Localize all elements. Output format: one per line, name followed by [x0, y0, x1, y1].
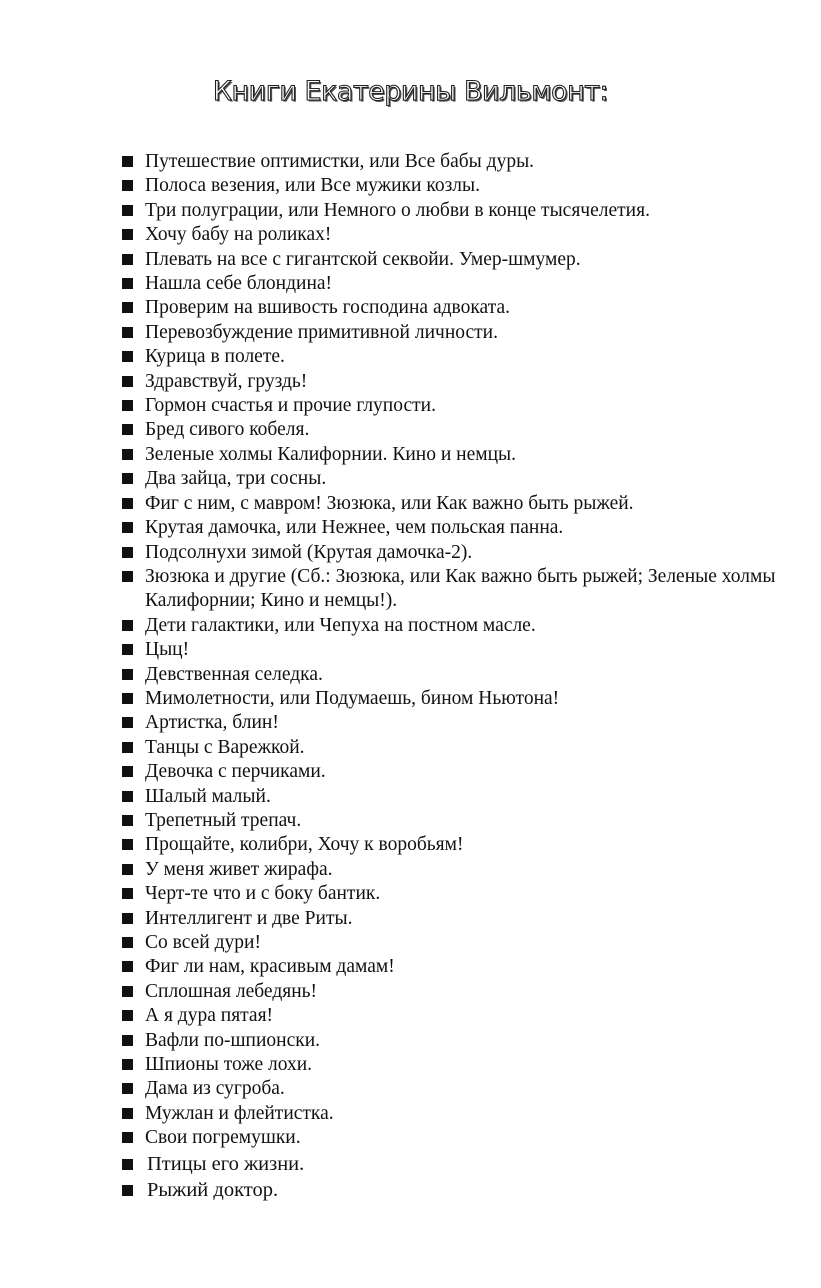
square-bullet-icon — [122, 961, 133, 972]
book-title: Курица в полете. — [145, 346, 285, 368]
list-item — [120, 516, 780, 540]
book-title: Со всей дури! — [145, 932, 261, 953]
list-item — [120, 345, 780, 369]
list-item — [120, 1126, 780, 1150]
square-bullet-icon — [122, 449, 133, 460]
page-title: Книги Екатерины Вильмонт: — [212, 76, 609, 107]
list-item — [120, 199, 780, 223]
list-item — [120, 614, 780, 638]
list-item — [120, 1177, 780, 1203]
book-title: Зюзюка и другие (Сб.: Зюзюка, или Как важно быть рыжей; Зеленые холмы Калифорнии; Кино и немцы!). — [145, 565, 776, 612]
list-item — [120, 638, 780, 662]
square-bullet-icon — [122, 1035, 133, 1046]
list-item — [120, 370, 780, 394]
list-item — [120, 1151, 780, 1177]
list-item — [120, 882, 780, 906]
book-title: Нашла себе блондина! — [145, 273, 333, 295]
list-item — [120, 760, 780, 784]
book-title: Трепетный трепач. — [145, 809, 302, 831]
square-bullet-icon — [122, 571, 133, 582]
square-bullet-icon — [122, 644, 133, 655]
list-item — [120, 931, 780, 955]
book-title: Рыжий доктор. — [147, 1178, 279, 1201]
square-bullet-icon — [122, 669, 133, 680]
book-title: Подсолнухи зимой (Крутая дамочка-2). — [145, 541, 473, 563]
book-title: Черт-те что и с боку бантик. — [145, 883, 381, 905]
list-item — [120, 955, 780, 979]
list-item — [120, 443, 780, 467]
square-bullet-icon — [122, 1059, 133, 1070]
square-bullet-icon — [122, 913, 133, 924]
book-title: Артистка, блин! — [145, 712, 279, 734]
square-bullet-icon — [122, 742, 133, 753]
square-bullet-icon — [122, 986, 133, 997]
list-item — [120, 785, 780, 809]
book-title: Мужлан и флейтистка. — [145, 1102, 334, 1124]
square-bullet-icon — [122, 278, 133, 289]
book-title: Цыц! — [145, 639, 190, 661]
square-bullet-icon — [122, 1010, 133, 1021]
list-item — [120, 907, 780, 931]
square-bullet-icon — [122, 864, 133, 875]
book-title: У меня живет жирафа. — [145, 858, 333, 880]
book-title: Девственная селедка. — [145, 663, 323, 685]
book-title: Шпионы тоже лохи. — [145, 1054, 313, 1076]
square-bullet-icon — [122, 327, 133, 338]
square-bullet-icon — [122, 156, 133, 167]
list-item — [120, 1053, 780, 1077]
square-bullet-icon — [122, 839, 133, 850]
book-title: Дети галактики, или Чепуха на постном масле. — [145, 614, 536, 636]
square-bullet-icon — [122, 1132, 133, 1143]
book-title: Интеллигент и две Риты. — [145, 907, 353, 929]
book-title: Птицы его жизни. — [147, 1152, 305, 1175]
list-item — [120, 223, 780, 247]
book-title: Танцы с Варежкой. — [145, 736, 305, 758]
book-title: Путешествие оптимистки, или Все бабы дуры. — [145, 151, 535, 172]
list-item — [120, 467, 780, 491]
square-bullet-icon — [122, 1185, 133, 1196]
square-bullet-icon — [122, 473, 133, 484]
book-title: Фиг с ним, с мавром! Зюзюка, или Как важно быть рыжей. — [145, 492, 634, 514]
book-title: Бред сивого кобеля. — [145, 419, 310, 441]
list-item — [120, 1029, 780, 1053]
square-bullet-icon — [122, 351, 133, 362]
list-item — [120, 1077, 780, 1101]
square-bullet-icon — [122, 888, 133, 899]
list-item — [120, 565, 780, 614]
square-bullet-icon — [122, 1083, 133, 1094]
square-bullet-icon — [122, 937, 133, 948]
list-item — [120, 687, 780, 711]
square-bullet-icon — [122, 815, 133, 826]
book-title: Хочу бабу на роликах! — [145, 224, 332, 246]
book-list — [120, 150, 780, 1203]
list-item — [120, 418, 780, 442]
square-bullet-icon — [122, 205, 133, 216]
book-title: Фиг ли нам, красивым дамам! — [145, 956, 395, 978]
list-item — [120, 736, 780, 760]
book-title: Девочка с перчиками. — [145, 761, 326, 783]
list-item — [120, 394, 780, 418]
list-item — [120, 833, 780, 857]
square-bullet-icon — [122, 424, 133, 435]
book-title: Шалый малый. — [145, 785, 271, 807]
list-item — [120, 321, 780, 345]
list-item — [120, 663, 780, 687]
book-title: Гормон счастья и прочие глупости. — [145, 395, 436, 417]
book-title: Прощайте, колибри, Хочу к воробьям! — [145, 834, 464, 856]
book-title: Дама из сугроба. — [145, 1078, 285, 1100]
list-item — [120, 809, 780, 833]
book-title: Полоса везения, или Все мужики козлы. — [145, 175, 480, 197]
square-bullet-icon — [122, 1108, 133, 1119]
book-title: Плевать на все с гигантской секвойи. Умер-шмумер. — [145, 248, 581, 270]
square-bullet-icon — [122, 791, 133, 802]
book-title: Зеленые холмы Калифорнии. Кино и немцы. — [145, 443, 517, 465]
list-item — [120, 711, 780, 735]
book-title: Свои погремушки. — [145, 1127, 301, 1149]
book-title: А я дура пятая! — [145, 1005, 274, 1027]
list-item — [120, 541, 780, 565]
list-item — [120, 858, 780, 882]
square-bullet-icon — [122, 522, 133, 533]
square-bullet-icon — [122, 1159, 133, 1170]
square-bullet-icon — [122, 229, 133, 240]
list-item — [120, 272, 780, 296]
book-title: Проверим на вшивость господина адвоката. — [145, 297, 510, 319]
square-bullet-icon — [122, 376, 133, 387]
list-item — [120, 1004, 780, 1028]
book-title: Мимолетности, или Подумаешь, бином Ньютона! — [145, 687, 560, 709]
list-item — [120, 296, 780, 320]
square-bullet-icon — [122, 547, 133, 558]
square-bullet-icon — [122, 498, 133, 509]
book-title: Перевозбуждение примитивной личности. — [145, 321, 498, 343]
square-bullet-icon — [122, 620, 133, 631]
list-item — [120, 492, 780, 516]
square-bullet-icon — [122, 717, 133, 728]
book-title: Два зайца, три сосны. — [145, 468, 327, 490]
list-item — [120, 980, 780, 1004]
square-bullet-icon — [122, 693, 133, 704]
square-bullet-icon — [122, 766, 133, 777]
square-bullet-icon — [122, 254, 133, 265]
book-title: Три полуграции, или Немного о любви в конце тысячелетия. — [145, 199, 650, 221]
square-bullet-icon — [122, 302, 133, 313]
square-bullet-icon — [122, 400, 133, 411]
book-title: Крутая дамочка, или Нежнее, чем польская панна. — [145, 517, 564, 539]
book-title: Здравствуй, груздь! — [145, 370, 308, 392]
book-title: Сплошная лебедянь! — [145, 980, 318, 1002]
list-item — [120, 150, 780, 174]
book-title: Вафли по-шпионски. — [145, 1029, 321, 1051]
list-item — [120, 248, 780, 272]
list-item — [120, 174, 780, 198]
square-bullet-icon — [122, 180, 133, 191]
list-item — [120, 1102, 780, 1126]
